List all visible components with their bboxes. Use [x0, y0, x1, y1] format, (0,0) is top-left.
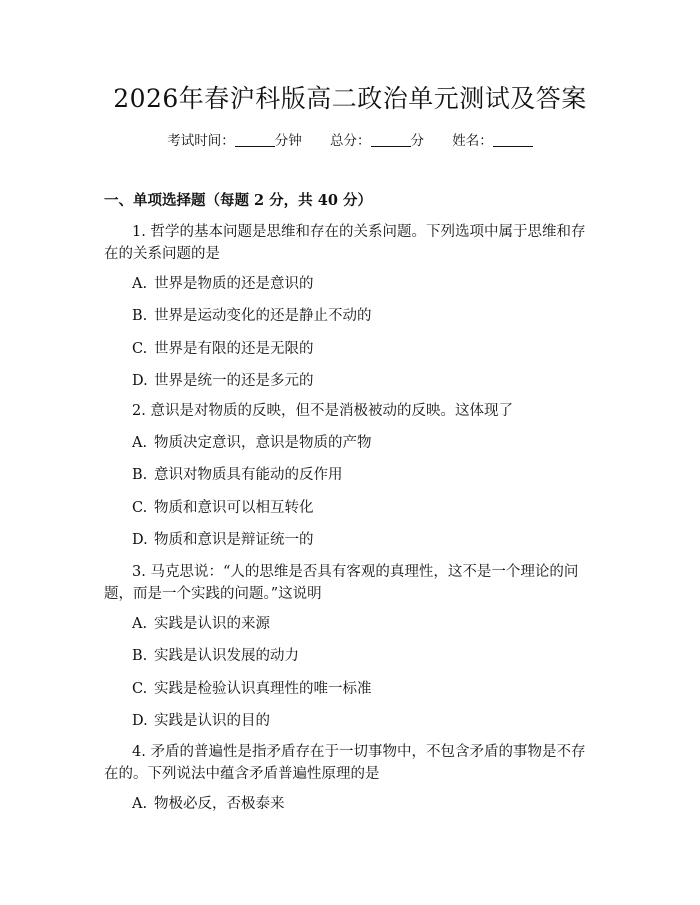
option: A. 物质决定意识，意识是物质的产物: [132, 435, 372, 451]
score-blank: [371, 132, 411, 147]
option: D. 实践是认识的目的: [132, 713, 270, 729]
option: B. 世界是运动变化的还是静止不动的: [132, 308, 372, 324]
option: C. 世界是有限的还是无限的: [132, 341, 314, 357]
option: C. 实践是检验认识真理性的唯一标准: [132, 681, 372, 697]
option: D. 物质和意识是辩证统一的: [132, 532, 314, 548]
exam-name: 姓名：: [452, 133, 533, 149]
option: A. 物极必反，否极泰来: [132, 796, 285, 812]
option: A. 实践是认识的来源: [132, 616, 270, 632]
question-stem: 4. 矛盾的普遍性是指矛盾存在于一切事物中，不包含矛盾的事物是不存在的。下列说法中蕴含矛盾普遍性原理的是: [104, 744, 586, 782]
exam-meta: [0, 131, 700, 151]
page-title: 2026年春沪科版高二政治单元测试及答案: [113, 84, 587, 113]
exam-score: 总分： 分: [330, 133, 424, 149]
section-heading: 一、单项选择题（每题 2 分，共 40 分）: [104, 192, 372, 209]
question-stem: 1. 哲学的基本问题是思维和存在的关系问题。下列选项中属于思维和存在的关系问题的是: [104, 224, 586, 262]
option: A. 世界是物质的还是意识的: [132, 276, 314, 292]
exam-time: 考试时间： 分钟: [167, 133, 302, 149]
option: C. 物质和意识可以相互转化: [132, 500, 314, 516]
question-stem: 3. 马克思说：“人的思维是否具有客观的真理性，这不是一个理论的问题，而是一个实践的问题。”这说明: [104, 564, 579, 602]
time-blank: [235, 132, 275, 147]
option: B. 意识对物质具有能动的反作用: [132, 467, 343, 483]
option: D. 世界是统一的还是多元的: [132, 373, 314, 389]
name-blank: [493, 132, 533, 147]
option: B. 实践是认识发展的动力: [132, 648, 299, 664]
question-stem: 2. 意识是对物质的反映，但不是消极被动的反映。这体现了: [132, 403, 513, 419]
